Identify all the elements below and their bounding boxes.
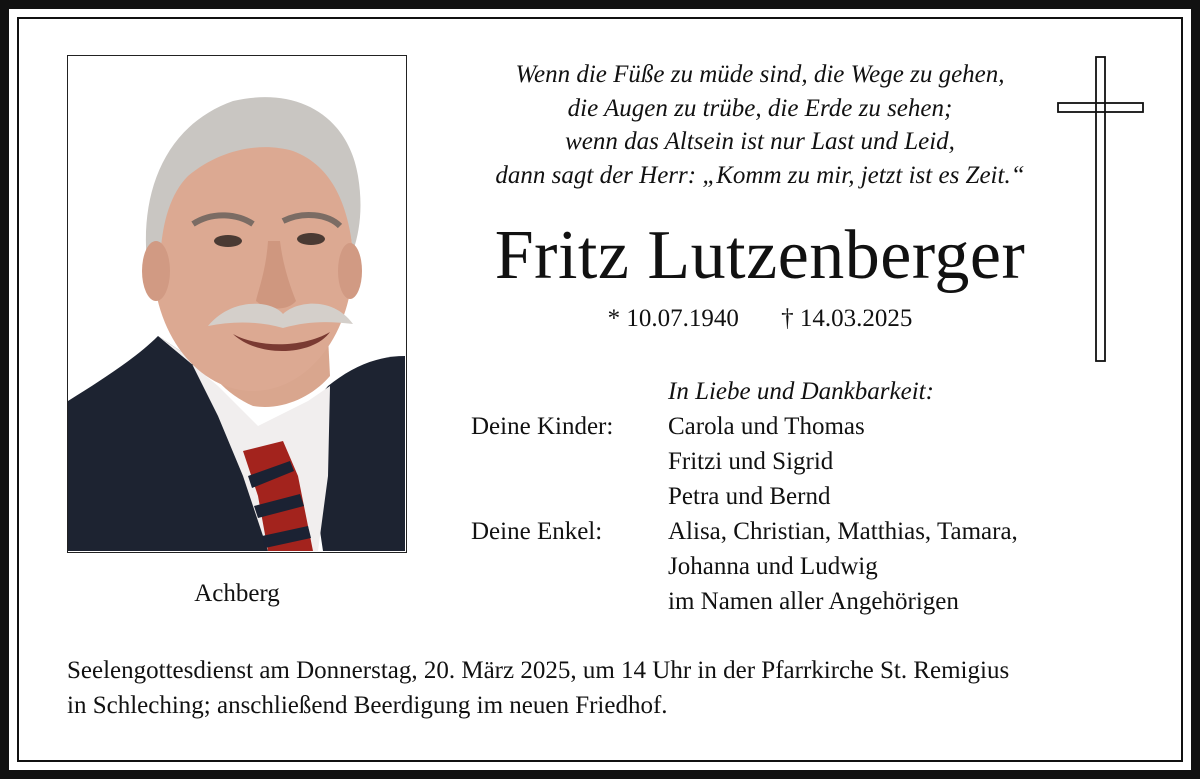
family-list — [471, 374, 1151, 619]
family-row — [471, 549, 1151, 584]
deceased-name: Fritz Lutzenberger — [494, 217, 1026, 294]
family-row — [471, 514, 1151, 549]
memorial-poem — [440, 58, 1080, 192]
poem-line: Wenn die Füße zu müde sind, die Wege zu gehen, — [515, 61, 1005, 88]
grandchildren-label: Deine Enkel: — [471, 518, 603, 545]
closing-line: im Namen aller Angehörigen — [668, 588, 959, 615]
death-date: † 14.03.2025 — [781, 305, 913, 332]
child-entry: Petra und Bernd — [668, 483, 831, 510]
poem-line: die Augen zu trübe, die Erde zu sehen; — [567, 94, 953, 122]
family-row — [471, 374, 1151, 409]
children-label: Deine Kinder: — [471, 413, 614, 440]
grandchild-entry: Alisa, Christian, Matthias, Tamara, — [668, 518, 1018, 545]
service-line: in Schleching; anschließend Beerdigung im neuen Friedhof. — [67, 692, 668, 719]
place-of-residence: Achberg — [194, 580, 280, 607]
life-dates — [440, 305, 1080, 333]
birth-date: * 10.07.1940 — [607, 305, 739, 332]
portrait-photo — [67, 55, 407, 553]
service-line: Seelengottesdienst am Donnerstag, 20. März 2025, um 14 Uhr in der Pfarrkirche St. Remigius — [67, 657, 1010, 684]
family-row — [471, 444, 1151, 479]
dedication: In Liebe und Dankbarkeit: — [668, 378, 934, 405]
poem-line: dann sagt der Herr: „Komm zu mir, jetzt ist es Zeit.“ — [495, 161, 1025, 189]
grandchild-entry: Johanna und Ludwig — [668, 553, 878, 580]
child-entry: Carola und Thomas — [668, 413, 865, 440]
family-row — [471, 409, 1151, 444]
family-row — [471, 479, 1151, 514]
poem-line: wenn das Altsein ist nur Last und Leid, — [565, 128, 955, 155]
funeral-service-notice — [67, 653, 1157, 723]
family-row — [471, 584, 1151, 619]
child-entry: Fritzi und Sigrid — [668, 448, 834, 475]
